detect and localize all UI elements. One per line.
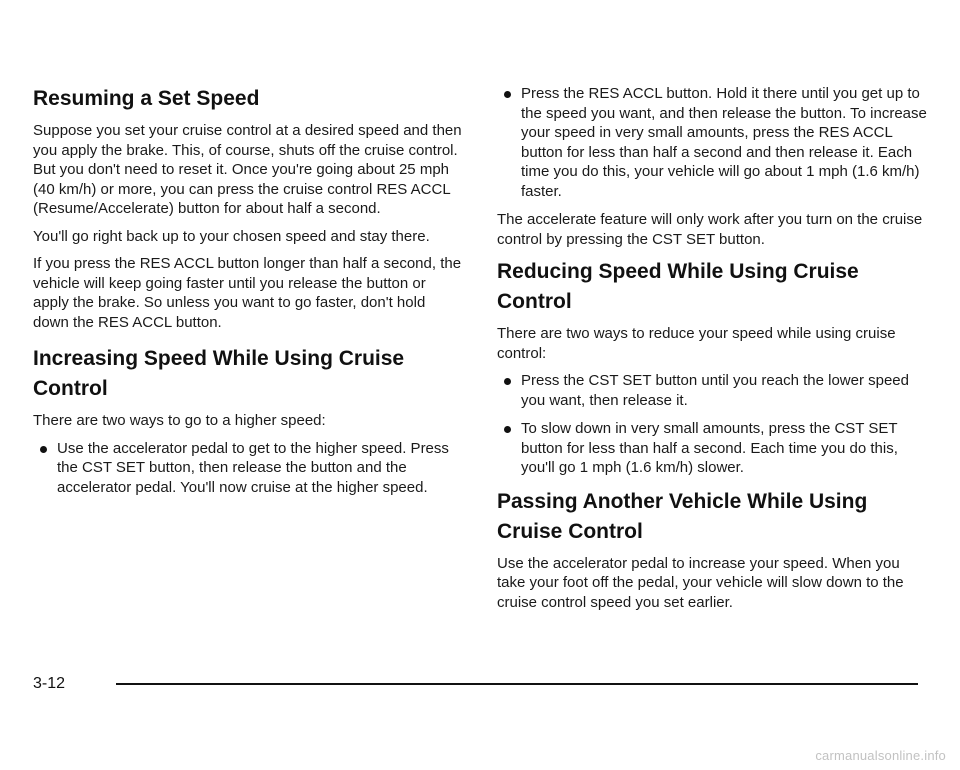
- paragraph-accelerate-note: The accelerate feature will only work after you turn on the cruise control by pressing the CST SET button.: [497, 211, 923, 248]
- heading-increasing-speed: Increasing Speed While Using Cruise Control: [33, 347, 405, 400]
- resume-bullet-list: [497, 84, 929, 201]
- list-item: [33, 439, 465, 498]
- paragraph-resuming-2: You'll go right back up to your chosen speed and stay there.: [33, 227, 430, 245]
- heading-passing-vehicle: Passing Another Vehicle While Using Cruise Control: [497, 489, 868, 543]
- right-column: [497, 84, 929, 620]
- heading-reducing-speed: Reducing Speed While Using Cruise Control: [497, 260, 859, 313]
- page-footer: [33, 672, 918, 700]
- list-item-text: Use the accelerator pedal to get to the higher speed. Press the CST SET button, then release the button and the accelerator pedal. You'll now cruise at the higher speed.: [57, 439, 449, 496]
- page-number: 3-12: [33, 675, 66, 692]
- paragraph-passing-1: Use the accelerator pedal to increase your speed. When you take your foot off the pedal, your vehicle will slow down to the cruise control speed you set earlier.: [497, 554, 904, 611]
- left-column: [33, 84, 465, 506]
- footer-divider: [116, 683, 918, 685]
- list-item: [497, 419, 929, 478]
- list-item: [497, 371, 929, 410]
- watermark-text: carmanualsonline.info: [815, 748, 946, 763]
- heading-resuming-set-speed: Resuming a Set Speed: [33, 87, 260, 110]
- list-item-text: Press the RES ACCL button. Hold it there until you get up to the speed you want, and then release the button. To increase your speed in very small amounts, press the RES ACCL button for less than half a second and then release it. Each time you do this, your vehicle will go about 1 mph (1.6 km/h) faster.: [521, 85, 927, 200]
- bullet-icon: [504, 426, 511, 433]
- bullet-icon: [504, 378, 511, 385]
- paragraph-resuming-3: If you press the RES ACCL button longer than half a second, the vehicle will keep going faster until you release the button or apply the brake. So unless you want to go faster, don't hold down the RES ACCL button.: [33, 255, 462, 331]
- list-item-text: Press the CST SET button until you reach the lower speed you want, then release it.: [521, 372, 909, 409]
- list-item: [497, 84, 929, 201]
- paragraph-reducing-intro: There are two ways to reduce your speed while using cruise control:: [497, 325, 896, 362]
- list-item-text: To slow down in very small amounts, press the CST SET button for less than half a second. Each time you do this, you'll go 1 mph (1.6 km/h) slower.: [521, 420, 898, 476]
- paragraph-resuming-1: Suppose you set your cruise control at a desired speed and then you apply the brake. This, of course, shuts off the cruise control. But you don't need to reset it. Once you're going about 25 mph (40 km/h) or more, you can press the cruise control RES ACCL (Resume/Accelerate) button for about half a second.: [33, 122, 462, 217]
- reducing-bullet-list: [497, 371, 929, 478]
- bullet-icon: [504, 91, 511, 98]
- bullet-icon: [40, 446, 47, 453]
- increasing-bullet-list: [33, 439, 465, 498]
- paragraph-increasing-intro: There are two ways to go to a higher speed:: [33, 412, 326, 429]
